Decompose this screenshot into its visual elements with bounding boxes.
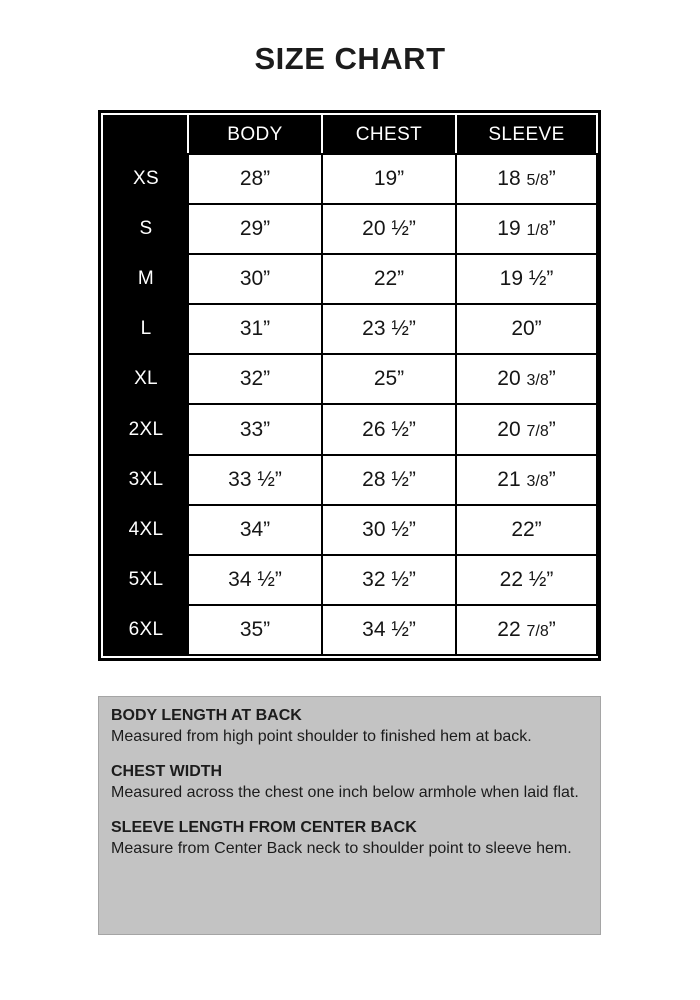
col-header-body: BODY <box>188 116 322 154</box>
chest-value: 20 ½” <box>322 204 456 254</box>
size-label: M <box>104 254 188 304</box>
chest-value: 26 ½” <box>322 404 456 454</box>
table-row-s <box>104 204 597 254</box>
table-row-6xl <box>104 605 597 655</box>
table-row-2xl <box>104 404 597 454</box>
size-label: 6XL <box>104 605 188 655</box>
sleeve-value: 22 7/8” <box>456 605 597 655</box>
table-row-5xl <box>104 555 597 605</box>
sleeve-value: 22 ½” <box>456 555 597 605</box>
size-label: XS <box>104 154 188 204</box>
size-label: 5XL <box>104 555 188 605</box>
size-table-frame <box>98 110 601 661</box>
sleeve-value: 20 7/8” <box>456 404 597 454</box>
note-sleeve-length <box>111 817 588 859</box>
sleeve-value: 19 ½” <box>456 254 597 304</box>
size-table-body <box>104 154 597 655</box>
body-value: 32” <box>188 354 322 404</box>
chest-value: 28 ½” <box>322 455 456 505</box>
fraction: 1/8 <box>526 222 549 240</box>
body-value: 34 ½” <box>188 555 322 605</box>
body-value: 31” <box>188 304 322 354</box>
body-value: 33” <box>188 404 322 454</box>
sleeve-value: 18 5/8” <box>456 154 597 204</box>
body-value: 30” <box>188 254 322 304</box>
size-label: L <box>104 304 188 354</box>
chest-value: 34 ½” <box>322 605 456 655</box>
size-label: 2XL <box>104 404 188 454</box>
fraction: 7/8 <box>526 622 549 640</box>
note-heading: CHEST WIDTH <box>111 763 223 780</box>
body-value: 33 ½” <box>188 455 322 505</box>
size-label: 3XL <box>104 455 188 505</box>
note-heading: BODY LENGTH AT BACK <box>111 707 302 724</box>
chest-value: 25” <box>322 354 456 404</box>
table-row-xs <box>104 154 597 204</box>
col-header-sleeve: SLEEVE <box>456 116 597 154</box>
fraction: 3/8 <box>526 372 549 390</box>
col-header-chest: CHEST <box>322 116 456 154</box>
note-heading: SLEEVE LENGTH FROM CENTER BACK <box>111 819 417 836</box>
table-row-4xl <box>104 505 597 555</box>
chest-value: 32 ½” <box>322 555 456 605</box>
size-label: 4XL <box>104 505 188 555</box>
size-table-header <box>104 116 597 154</box>
sleeve-value: 20 3/8” <box>456 354 597 404</box>
table-row-xl <box>104 354 597 404</box>
fraction: 7/8 <box>526 422 549 440</box>
sleeve-value: 19 1/8” <box>456 204 597 254</box>
note-chest-width <box>111 761 588 803</box>
note-text: Measure from Center Back neck to shoulder point to sleeve hem. <box>111 840 572 857</box>
size-label: XL <box>104 354 188 404</box>
chest-value: 30 ½” <box>322 505 456 555</box>
chest-value: 22” <box>322 254 456 304</box>
note-text: Measured from high point shoulder to finished hem at back. <box>111 728 532 745</box>
table-row-m <box>104 254 597 304</box>
size-label: S <box>104 204 188 254</box>
measurement-notes <box>98 696 601 935</box>
header-row <box>104 116 597 154</box>
note-body-length <box>111 705 588 747</box>
chest-value: 19” <box>322 154 456 204</box>
body-value: 29” <box>188 204 322 254</box>
sleeve-value: 22” <box>456 505 597 555</box>
page-title: SIZE CHART <box>254 41 446 76</box>
body-value: 28” <box>188 154 322 204</box>
fraction: 3/8 <box>526 472 549 490</box>
chest-value: 23 ½” <box>322 304 456 354</box>
size-table <box>103 115 598 656</box>
sleeve-value: 21 3/8” <box>456 455 597 505</box>
table-row-l <box>104 304 597 354</box>
sleeve-value: 20” <box>456 304 597 354</box>
body-value: 35” <box>188 605 322 655</box>
fraction: 5/8 <box>526 172 549 190</box>
body-value: 34” <box>188 505 322 555</box>
table-row-3xl <box>104 455 597 505</box>
corner-cell <box>104 116 188 154</box>
note-text: Measured across the chest one inch below armhole when laid flat. <box>111 784 579 801</box>
